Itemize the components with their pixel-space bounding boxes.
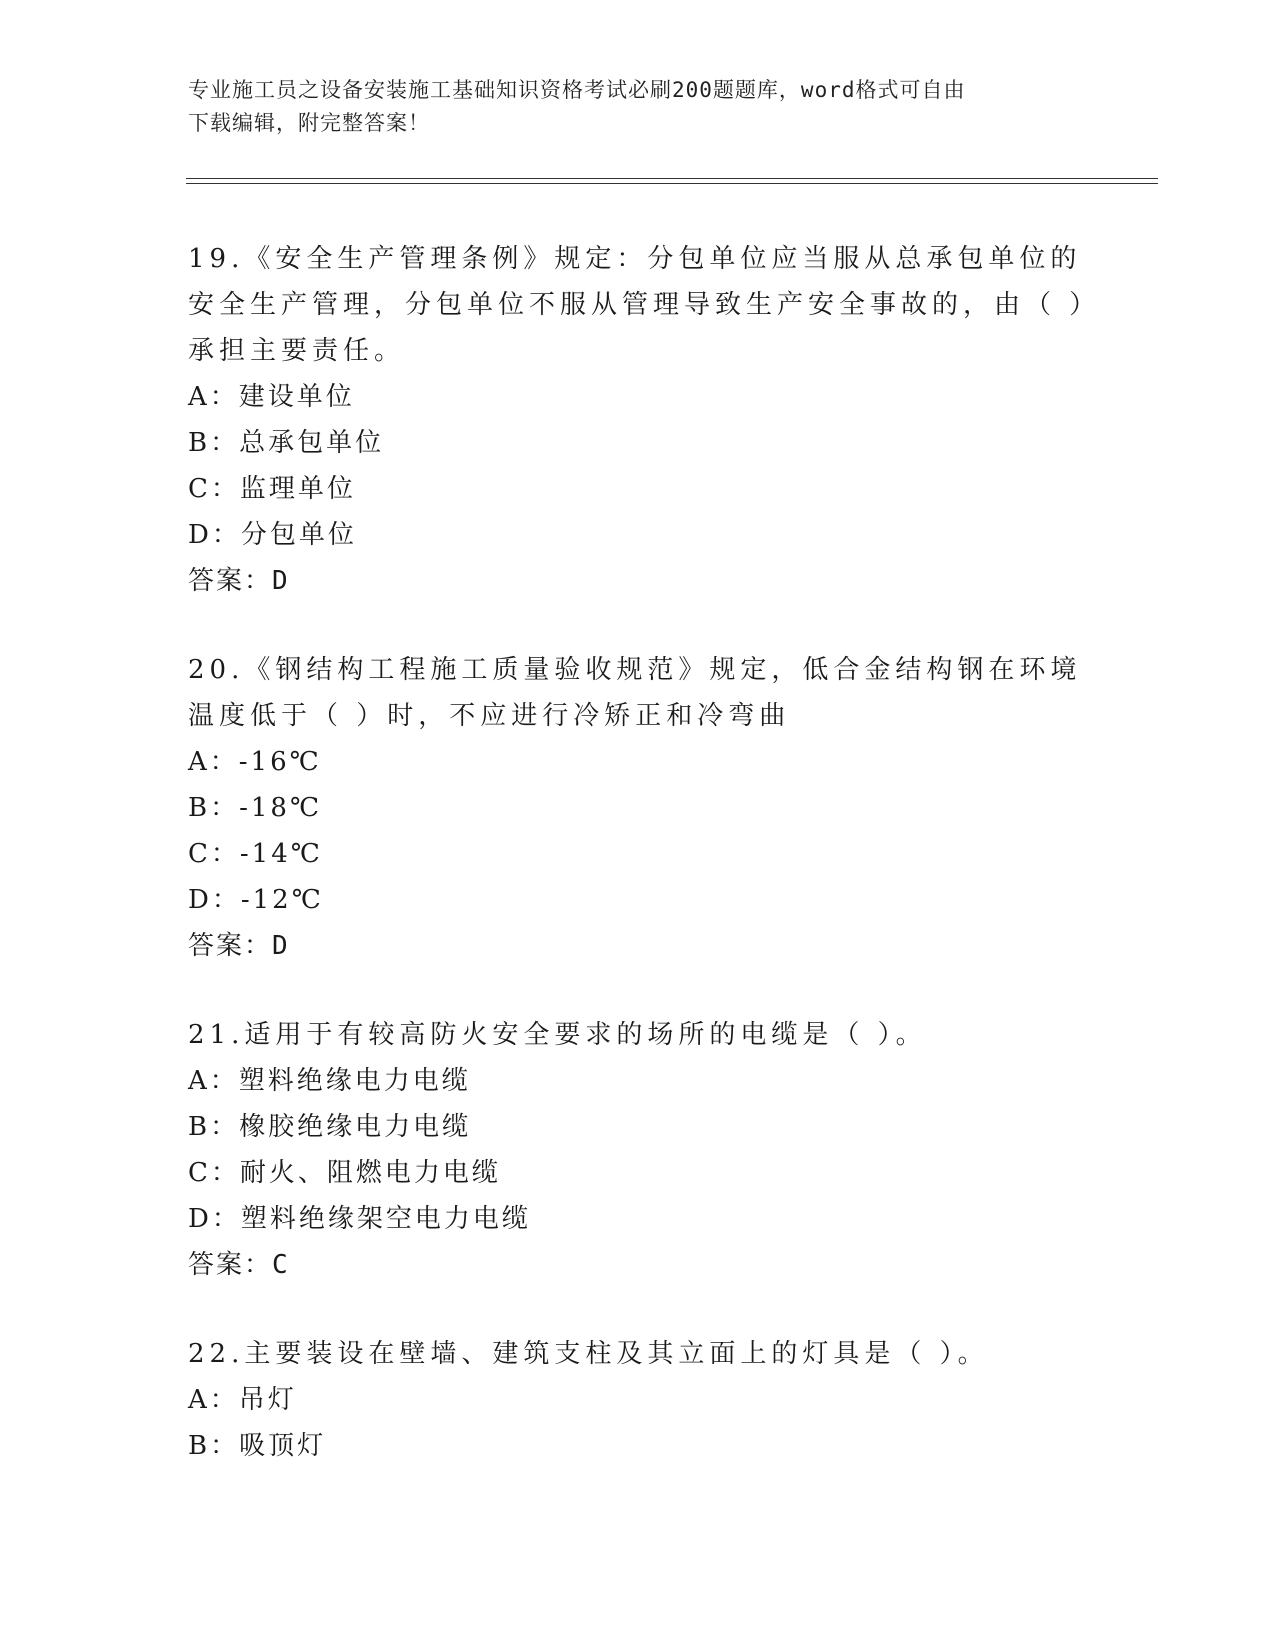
question-21: [188, 1012, 1088, 1288]
question-stem: 22.主要装设在壁墙、建筑支柱及其立面上的灯具是（ ）。: [188, 1339, 989, 1369]
option-d: D：塑料绝缘架空电力电缆: [188, 1204, 531, 1234]
question-list: [188, 236, 1088, 1512]
option-c: C：耐火、阻燃电力电缆: [188, 1158, 501, 1188]
question-stem: 19.《安全生产管理条例》规定：分包单位应当服从总承包单位的安全生产管理，分包单位不服从管理导致生产安全事故的，由（ ）承担主要责任。: [188, 244, 1088, 366]
document-header: [188, 74, 1088, 140]
answer: 答案：D: [188, 566, 290, 596]
option-c: C：-14℃: [188, 839, 323, 869]
header-line-1: 专业施工员之设备安装施工基础知识资格考试必刷200题题库，word格式可自由: [188, 78, 966, 102]
answer: 答案：D: [188, 931, 290, 961]
question-22: [188, 1331, 1088, 1469]
header-divider-bottom: [186, 183, 1158, 184]
header-line-2: 下载编辑，附完整答案！: [188, 111, 430, 135]
option-c: C：监理单位: [188, 474, 356, 504]
option-a: A：吊灯: [188, 1385, 297, 1415]
option-d: D：-12℃: [188, 885, 324, 915]
question-20: [188, 647, 1088, 969]
option-b: B：橡胶绝缘电力电缆: [188, 1112, 472, 1142]
question-19: [188, 236, 1088, 604]
header-divider-top: [186, 178, 1158, 179]
question-stem: 20.《钢结构工程施工质量验收规范》规定，低合金结构钢在环境温度低于（ ）时，不应进行冷矫正和冷弯曲: [188, 655, 1082, 731]
option-d: D：分包单位: [188, 520, 357, 550]
option-a: A：建设单位: [188, 382, 355, 412]
option-b: B：吸顶灯: [188, 1431, 327, 1461]
option-b: B：-18℃: [188, 793, 323, 823]
option-b: B：总承包单位: [188, 428, 385, 458]
option-a: A：-16℃: [188, 747, 322, 777]
question-stem: 21.适用于有较高防火安全要求的场所的电缆是（ ）。: [188, 1020, 927, 1050]
answer: 答案：C: [188, 1250, 290, 1280]
option-a: A：塑料绝缘电力电缆: [188, 1066, 471, 1096]
